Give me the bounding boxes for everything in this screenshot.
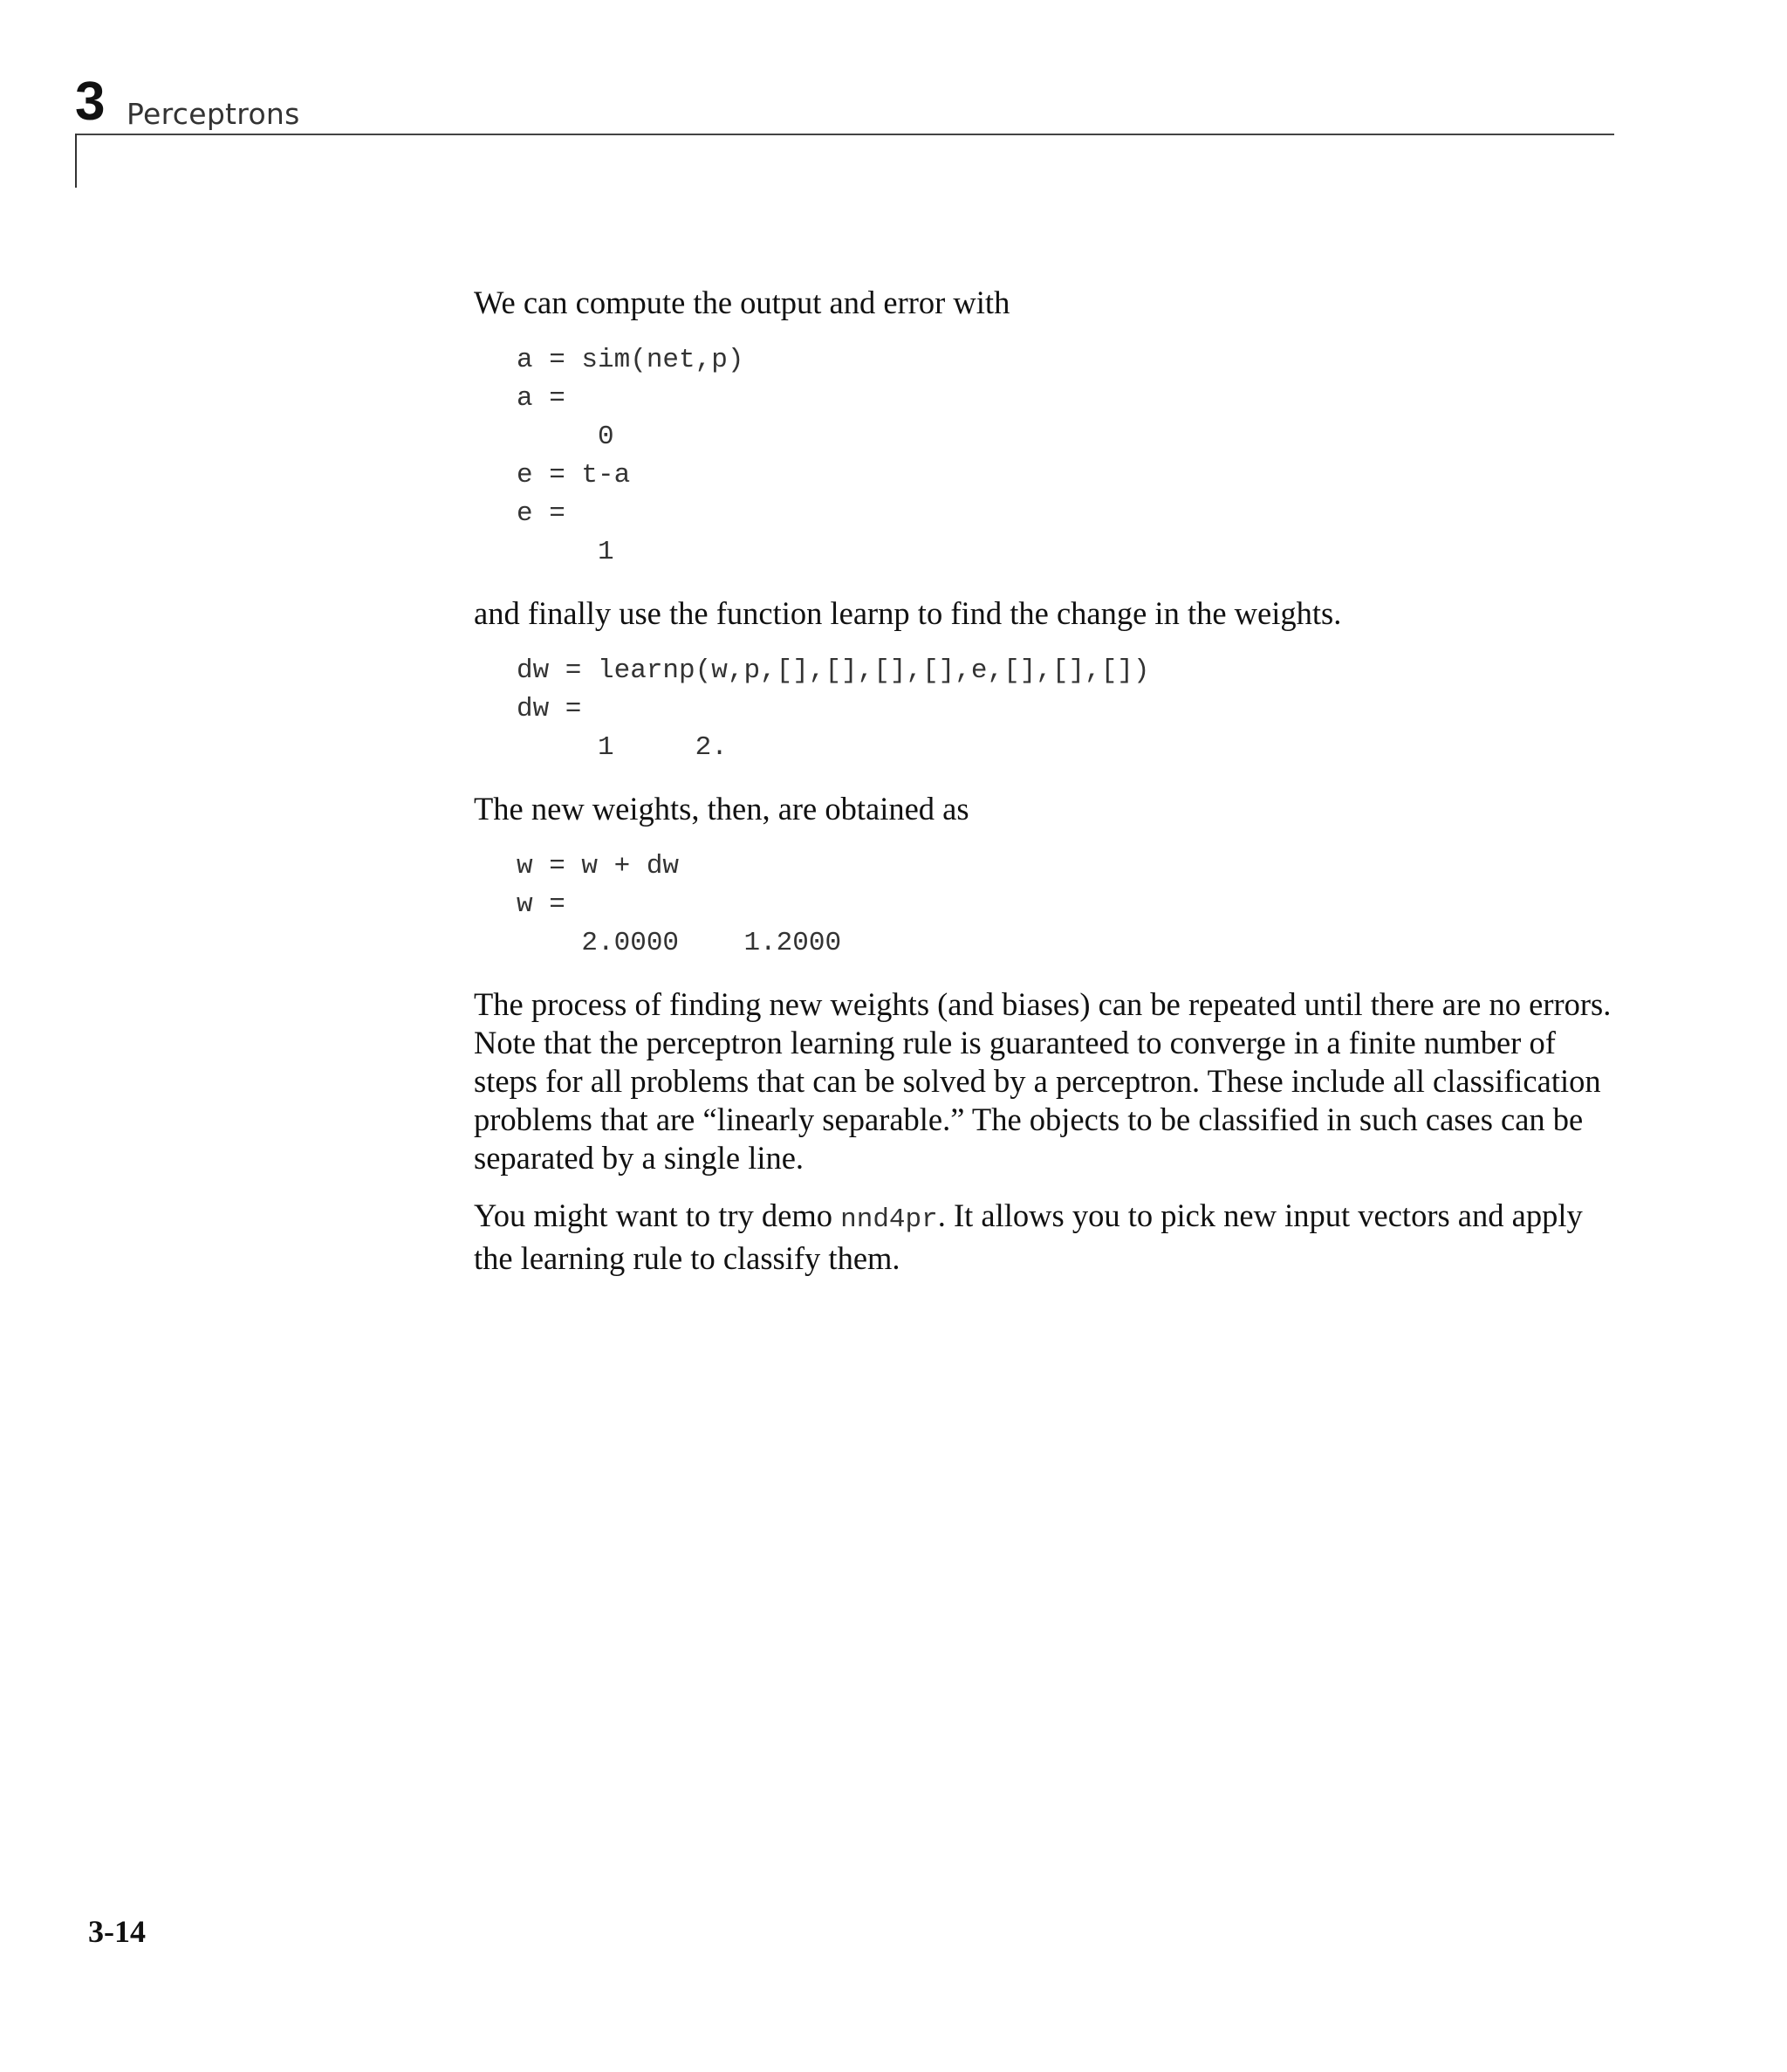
header-tick	[75, 134, 77, 188]
intro-paragraph: We can compute the output and error with	[474, 285, 1010, 320]
demo-paragraph	[474, 1197, 1626, 1278]
code-block-learnp: dw = learnp(w,p,[],[],[],[],e,[],[],[]) dw = 1 2.	[517, 655, 1150, 763]
demo-prefix-text: You might want to try demo	[474, 1197, 841, 1233]
demo-suffix-text: . It allows you to pick new input vectors and apply the learning rule to classify them.	[474, 1197, 1583, 1276]
chapter-title: Perceptrons	[127, 97, 300, 131]
header-rule	[75, 134, 1614, 135]
page-number: 3-14	[88, 1914, 146, 1949]
code-block-sim: a = sim(net,p) a = 0 e = t-a e = 1	[517, 345, 744, 567]
demo-name: nnd4pr	[840, 1204, 938, 1235]
code-block-weights: w = w + dw w = 2.0000 1.2000	[517, 851, 842, 958]
learnp-paragraph: and finally use the function learnp to find the change in the weights.	[474, 595, 1342, 631]
page-content	[474, 284, 1626, 1278]
process-paragraph: The process of finding new weights (and biases) can be repeated until there are no errors. Note that the perceptron learning rule is guaranteed to converge in a finite number of steps for all problems that can be solved by a perceptron. These include all classification problems that are “linearly separable.” The objects to be classified in such cases can be separated by a single line.	[474, 986, 1612, 1176]
new-weights-paragraph: The new weights, then, are obtained as	[474, 791, 969, 827]
chapter-number: 3	[75, 72, 106, 132]
